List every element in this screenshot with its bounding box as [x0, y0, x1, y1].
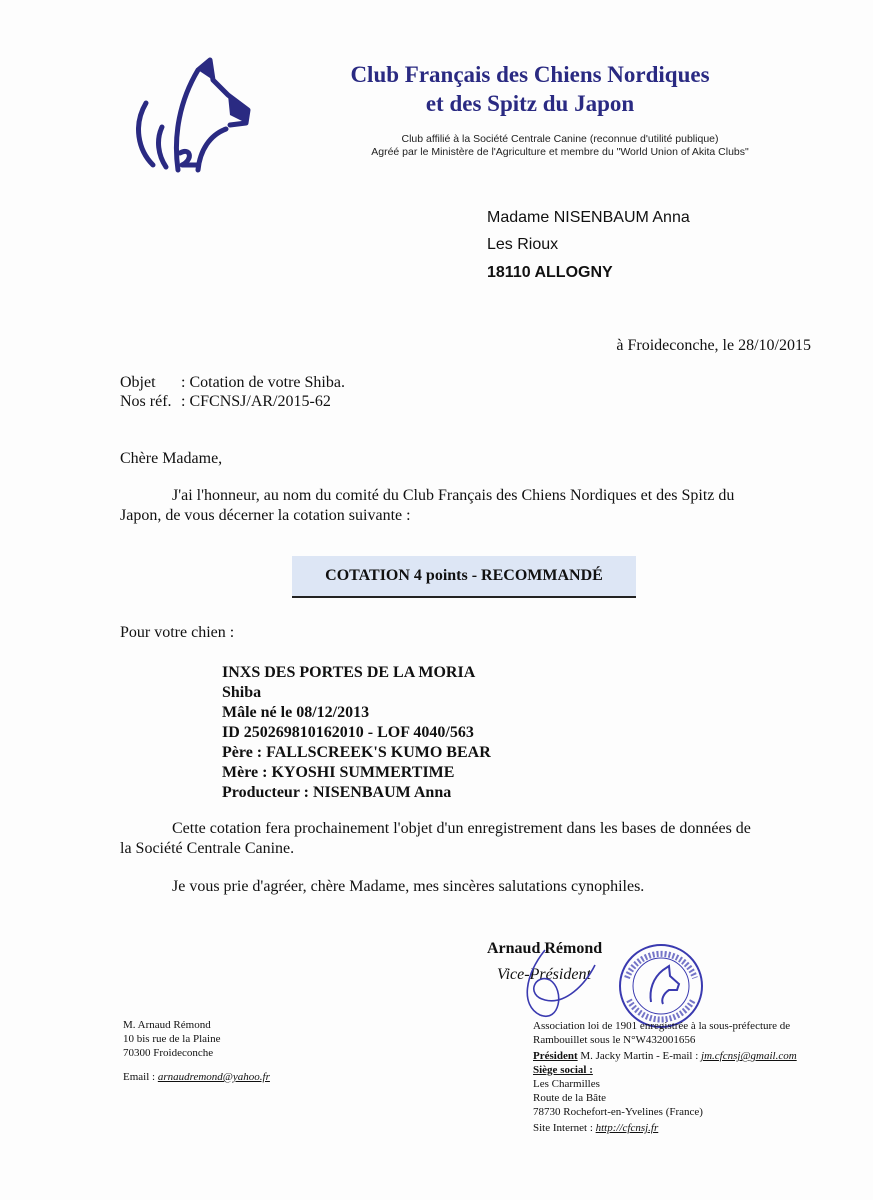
dog-birth: Mâle né le 08/12/2013 — [222, 704, 370, 721]
intro-line1: J'ai l'honneur, au nom du comité du Club Français des Chiens Nordiques et des Spitz du — [172, 487, 735, 504]
siege-line3: 78730 Rochefort-en-Yvelines (France) — [533, 1106, 703, 1118]
footer-left-address1: 10 bis rue de la Plaine — [123, 1033, 221, 1045]
association-line1: Association loi de 1901 enregistrée à la sous-préfecture de — [533, 1020, 791, 1032]
recipient-street: Les Rioux — [487, 236, 559, 253]
footer-right — [533, 1019, 797, 1135]
affiliation-line2: Agréé par le Ministère de l'Agriculture et membre du "World Union of Akita Clubs" — [371, 146, 749, 158]
siege-line2: Route de la Bâte — [533, 1092, 607, 1104]
recipient-name: Madame NISENBAUM Anna — [487, 209, 690, 226]
for-dog-label: Pour votre chien : — [120, 624, 235, 641]
signature-name: Arnaud Rémond — [487, 940, 603, 957]
club-seal-stamp-icon — [617, 942, 705, 1030]
ref-value: : CFCNSJ/AR/2015-62 — [181, 393, 331, 410]
footer-left — [123, 1018, 270, 1084]
ref-label: Nos réf. — [120, 393, 172, 410]
signature-title: Vice-Président — [497, 966, 591, 983]
president-email-link[interactable]: jm.cfcnsj@gmail.com — [701, 1050, 797, 1062]
dog-breeder: Producteur : NISENBAUM Anna — [222, 784, 452, 801]
salutation: Chère Madame, — [120, 450, 223, 467]
footer-left-email-row — [123, 1070, 270, 1084]
president-text: M. Jacky Martin - E-mail : — [580, 1050, 699, 1062]
footer-left-name: M. Arnaud Rémond — [123, 1019, 211, 1031]
president-row — [533, 1049, 797, 1063]
handwritten-signature-icon — [505, 945, 615, 1025]
site-label: Site Internet : — [533, 1122, 593, 1134]
registration-line2: la Société Centrale Canine. — [120, 840, 295, 857]
dog-father: Père : FALLSCREEK'S KUMO BEAR — [222, 744, 491, 761]
intro-line2: Japon, de vous décerner la cotation suivante : — [120, 507, 411, 524]
objet-label: Objet — [120, 374, 156, 391]
club-name-line1: Club Français des Chiens Nordiques — [350, 62, 710, 87]
affiliation-line1: Club affilié à la Société Centrale Canine (reconnue d'utilité publique) — [401, 133, 719, 145]
siege-line1: Les Charmilles — [533, 1078, 600, 1090]
place-date: à Froideconche, le 28/10/2015 — [616, 337, 811, 354]
husky-head-logo-icon — [118, 55, 258, 175]
footer-left-email-label: Email : — [123, 1071, 156, 1083]
closing: Je vous prie d'agréer, chère Madame, mes sincères salutations cynophiles. — [172, 878, 645, 895]
dog-mother: Mère : KYOSHI SUMMERTIME — [222, 764, 455, 781]
footer-left-address2: 70300 Froideconche — [123, 1047, 214, 1059]
footer-left-email-link[interactable]: arnaudremond@yahoo.fr — [157, 1071, 270, 1083]
dog-name: INXS DES PORTES DE LA MORIA — [222, 664, 476, 681]
president-label: Président — [533, 1050, 578, 1062]
club-name-line2: et des Spitz du Japon — [425, 91, 635, 116]
registration-line1: Cette cotation fera prochainement l'objet d'un enregistrement dans les bases de données de — [172, 820, 751, 837]
dog-breed: Shiba — [222, 684, 262, 701]
recipient-city: 18110 ALLOGNY — [487, 264, 613, 281]
cotation-box — [292, 556, 636, 598]
dog-id: ID 250269810162010 - LOF 4040/563 — [222, 724, 474, 741]
cotation-text: COTATION 4 points - RECOMMANDÉ — [325, 567, 603, 584]
siege-label: Siège social : — [533, 1064, 593, 1076]
objet-value: : Cotation de votre Shiba. — [181, 374, 345, 391]
site-link[interactable]: http://cfcnsj.fr — [595, 1122, 659, 1134]
association-line2: Rambouillet sous le N°W432001656 — [533, 1034, 696, 1046]
site-row — [533, 1121, 797, 1135]
dog-details — [222, 663, 491, 803]
